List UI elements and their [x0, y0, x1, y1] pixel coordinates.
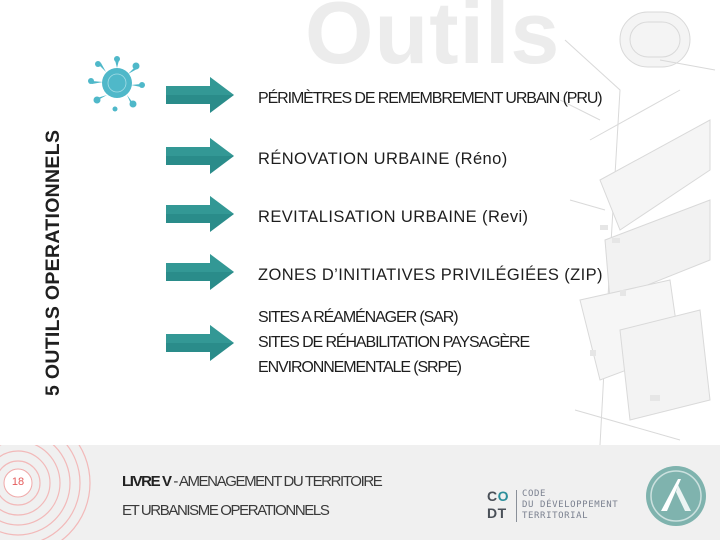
- watermark-title: Outils: [305, 0, 561, 82]
- circle-logo-icon: [645, 465, 707, 527]
- book-title-bold: LIVRE V: [122, 473, 171, 490]
- cdt-name-line: CODE: [522, 489, 547, 499]
- cdt-name: [522, 489, 618, 522]
- arrow-right-icon: [166, 138, 234, 174]
- arrow-right-icon: [166, 77, 234, 113]
- page-number: 18: [11, 476, 25, 488]
- book-title-line-2: ET URBANISME OPERATIONNELS: [122, 502, 329, 519]
- arrow-right-icon: [166, 254, 234, 290]
- cdt-letter-t: T: [497, 505, 507, 521]
- cdt-name-line: DU DÉVELOPPEMENT: [522, 500, 619, 510]
- vertical-section-title: 5 OUTILS OPERATIONNELS: [42, 129, 64, 396]
- cdt-letter-d: D: [487, 505, 498, 521]
- cdt-divider: [516, 490, 517, 522]
- book-title-rest: - AMENAGEMENT DU TERRITOIRE: [170, 473, 382, 490]
- footer-ring-decoration: [0, 445, 95, 540]
- tool-line: ENVIRONNEMENTALE (SRPE): [258, 359, 461, 376]
- tool-label-zip: ZONES D’INITIATIVES PRIVILÉGIÉES (ZIP): [258, 266, 603, 284]
- splash-icon: [86, 52, 148, 114]
- cdt-name-line: TERRITORIAL: [522, 511, 589, 521]
- tool-label-pru: PÉRIMÈTRES DE REMEMBREMENT URBAIN (PRU): [258, 90, 602, 107]
- tool-line: SITES DE RÉHABILITATION PAYSAGÈRE: [258, 334, 530, 351]
- arrow-right-icon: [166, 196, 234, 232]
- cdt-letter-o: O: [497, 488, 510, 504]
- tool-label-reno: RÉNOVATION URBAINE (Réno): [258, 150, 508, 168]
- tool-line: SITES A RÉAMÉNAGER (SAR): [258, 309, 458, 326]
- book-title-line-1: [122, 473, 381, 490]
- tool-label-sar-srpe: [258, 305, 529, 380]
- tool-label-revi: REVITALISATION URBAINE (Revi): [258, 208, 529, 226]
- arrow-right-icon: [166, 325, 234, 361]
- cdt-letter-c: C: [487, 488, 498, 504]
- cdt-logo: [487, 488, 513, 522]
- urban-map-background: [560, 0, 720, 445]
